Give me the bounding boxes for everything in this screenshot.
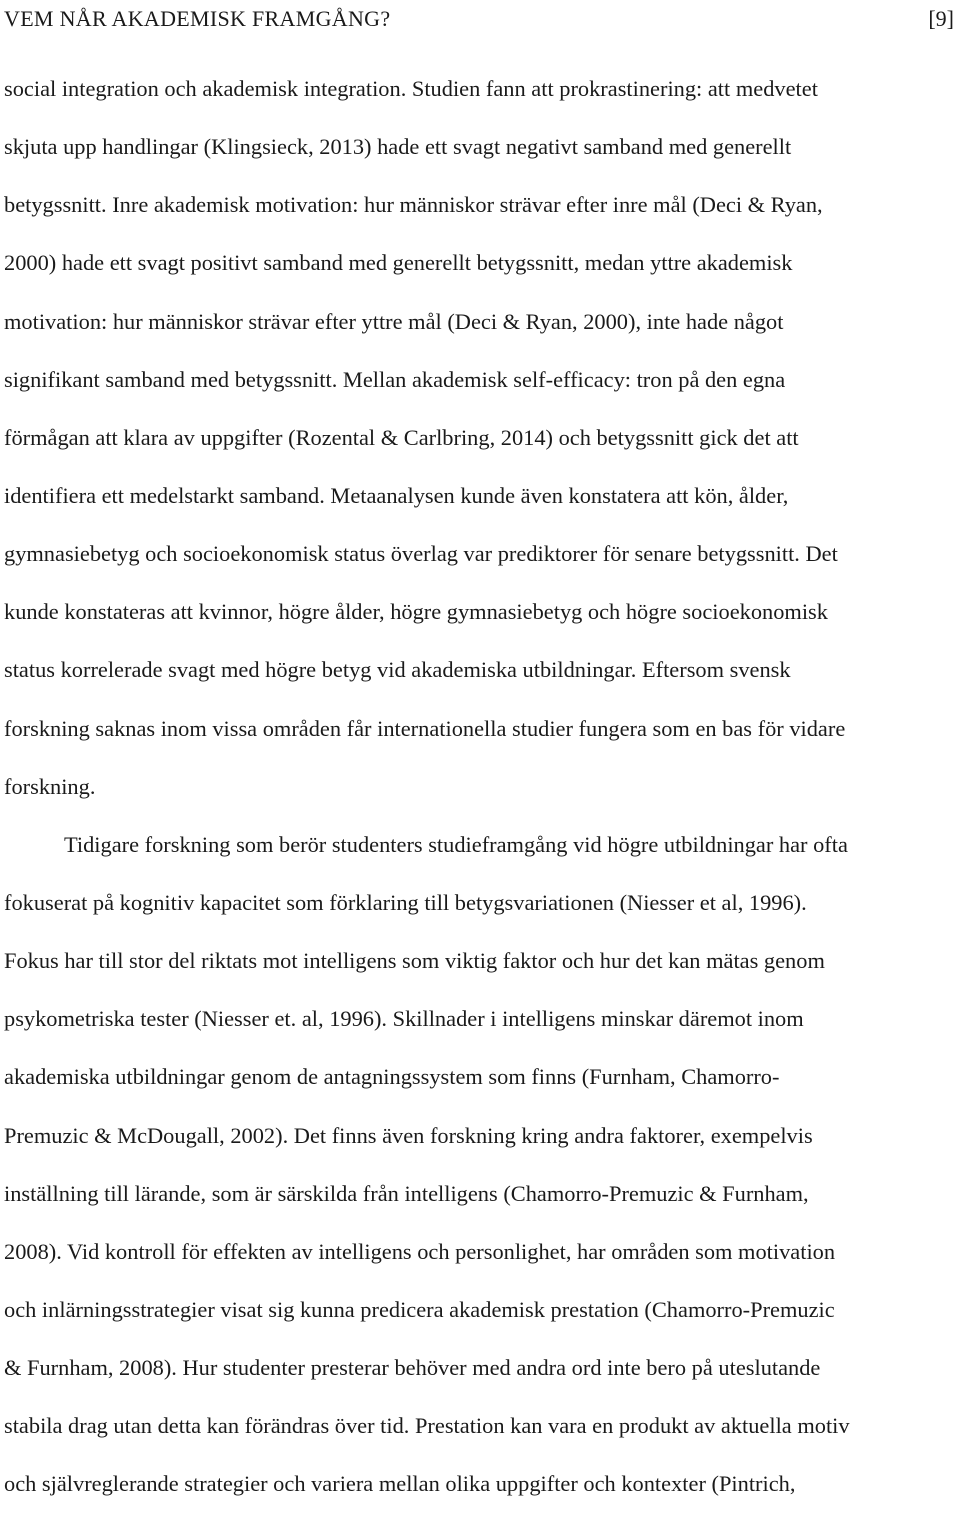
text-line: gymnasiebetyg och socioekonomisk status överlag var prediktorer för senare betygssnitt. Det xyxy=(4,541,838,567)
text-line: akademiska utbildningar genom de antagningssystem som finns (Furnham, Chamorro- xyxy=(4,1064,780,1090)
text-line: Premuzic & McDougall, 2002). Det finns även forskning kring andra faktorer, exempelvis xyxy=(4,1122,813,1148)
text-line: betygssnitt. Inre akademisk motivation: hur människor strävar efter inre mål (Deci & Ryan, xyxy=(4,192,823,218)
text-line: kunde konstateras att kvinnor, högre ålder, högre gymnasiebetyg och högre socioekonomisk xyxy=(4,599,828,625)
page-number: [9] xyxy=(928,6,954,31)
text-line: motivation: hur människor strävar efter yttre mål (Deci & Ryan, 2000), inte hade något xyxy=(4,308,784,334)
text-line: inställning till lärande, som är särskilda från intelligens (Chamorro-Premuzic & Furnham, xyxy=(4,1180,809,1206)
text-line: forskning. xyxy=(4,773,96,799)
text-line: 2008). Vid kontroll för effekten av intelligens och personlighet, har områden som motivation xyxy=(4,1238,836,1264)
text-line: identifiera ett medelstarkt samband. Metaanalysen kunde även konstatera att kön, ålder, xyxy=(4,482,789,508)
text-line: signifikant samband med betygssnitt. Mellan akademisk self-efficacy: tron på den egna xyxy=(4,366,786,392)
text-line: och självreglerande strategier och variera mellan olika uppgifter och kontexter (Pintrich, xyxy=(4,1471,796,1497)
text-line: forskning saknas inom vissa områden får internationella studier fungera som en bas för vidare xyxy=(4,715,846,741)
text-line: stabila drag utan detta kan förändras över tid. Prestation kan vara en produkt av aktuella motiv xyxy=(4,1413,850,1439)
text-line: status korrelerade svagt med högre betyg vid akademiska utbildningar. Eftersom svensk xyxy=(4,657,791,683)
text-line: social integration och akademisk integration. Studien fann att prokrastinering: att medvetet xyxy=(4,76,818,101)
text-line: förmågan att klara av uppgifter (Rozental & Carlbring, 2014) och betygssnitt gick det att xyxy=(4,424,799,450)
body-text xyxy=(0,60,960,1514)
paragraph-first-line: Tidigare forskning som berör studenters studieframgång vid högre utbildningar har ofta xyxy=(64,831,848,857)
text-line: skjuta upp handlingar (Klingsieck, 2013) hade ett svagt negativt samband med generellt xyxy=(4,134,792,160)
text-line: psykometriska tester (Niesser et. al, 1996). Skillnader i intelligens minskar däremot inom xyxy=(4,1006,804,1032)
running-head-title: VEM NÅR AKADEMISK FRAMGÅNG? xyxy=(4,6,391,31)
text-line: & Furnham, 2008). Hur studenter presterar behöver med andra ord inte bero på uteslutande xyxy=(4,1355,821,1381)
text-line: 2000) hade ett svagt positivt samband med generellt betygssnitt, medan yttre akademisk xyxy=(4,250,793,276)
page-header xyxy=(0,0,960,44)
text-line: fokuserat på kognitiv kapacitet som förklaring till betygsvariationen (Niesser et al, 1996). xyxy=(4,889,807,915)
text-line: Fokus har till stor del riktats mot intelligens som viktig faktor och hur det kan mätas genom xyxy=(4,948,825,974)
text-line: och inlärningsstrategier visat sig kunna predicera akademisk prestation (Chamorro-Premuzic xyxy=(4,1296,835,1322)
